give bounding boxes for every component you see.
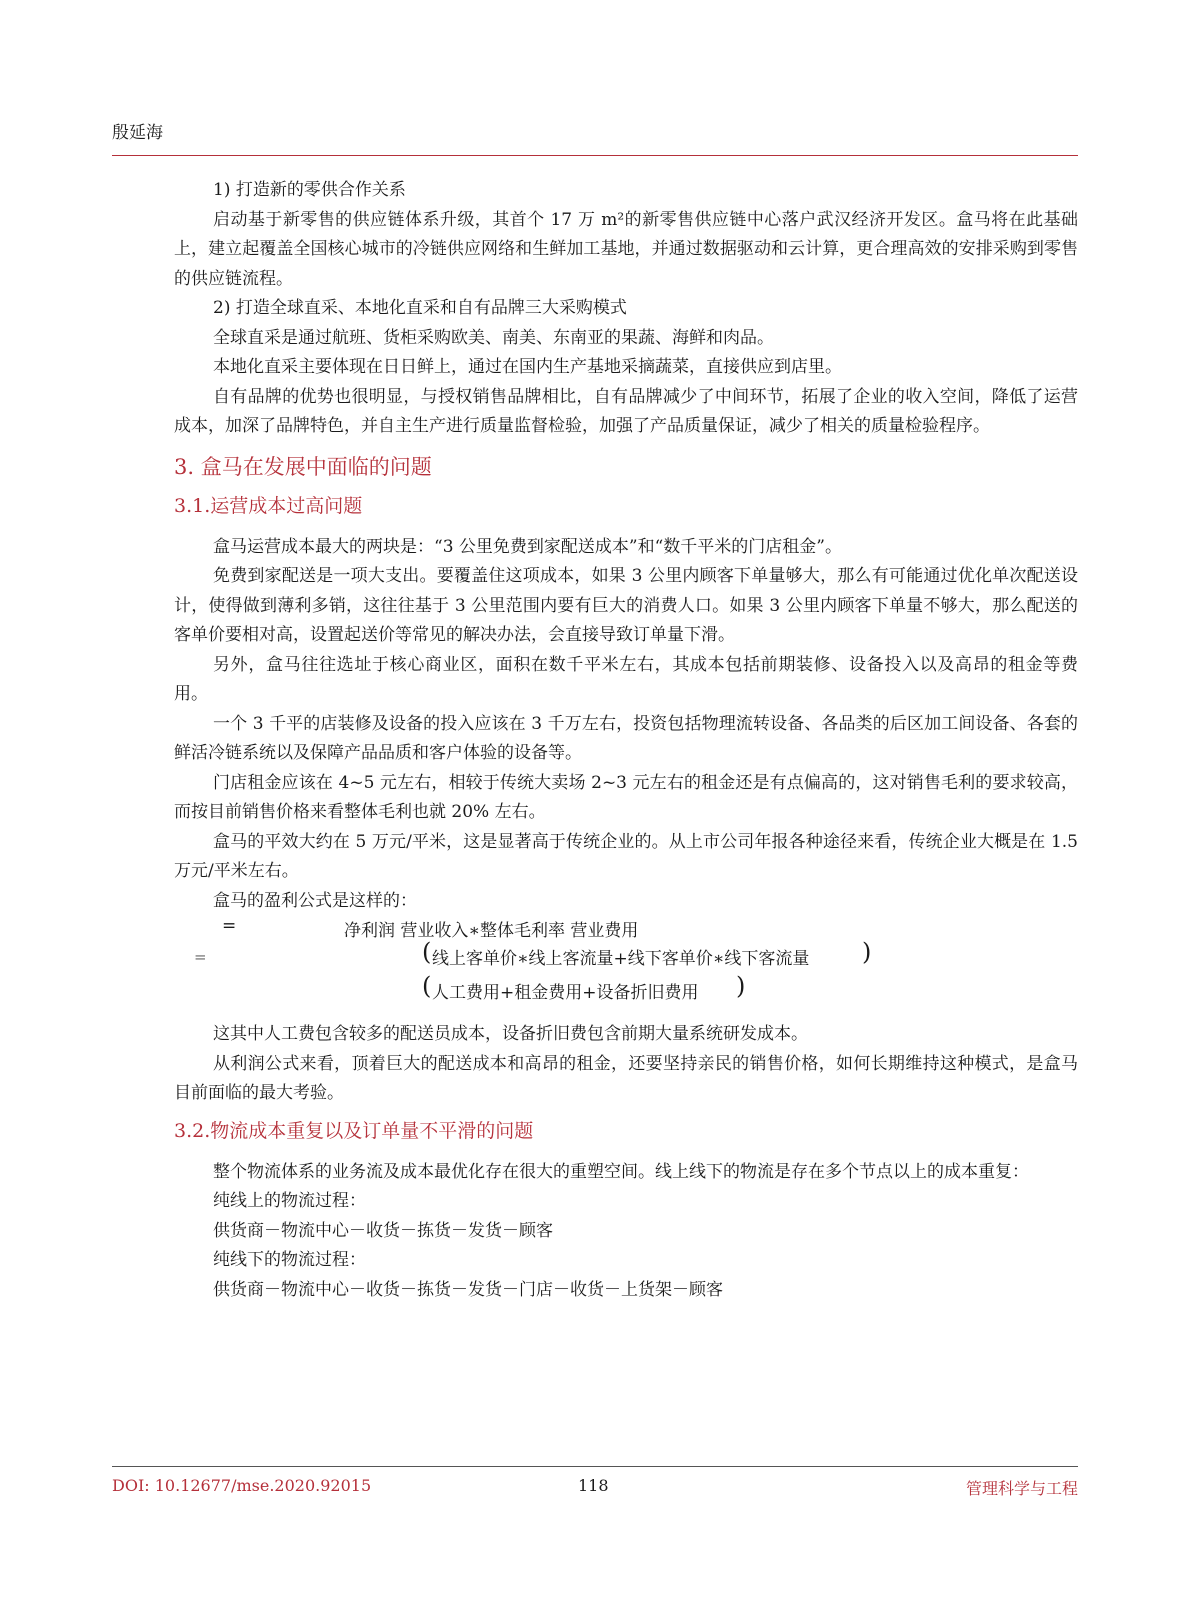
article-body	[174, 176, 1078, 1305]
profit-formula	[174, 916, 1078, 1020]
formula-paren: )	[862, 938, 872, 966]
paragraph: 盒马的平效大约在 5 万元/平米，这是显著高于传统企业的。从上市公司年报各种途径来看，传统企业大概是在 1.5万元/平米左右。	[174, 831, 1078, 881]
paragraph: 供货商－物流中心－收货－拣货－发货－门店－收货－上货架－顾客	[213, 1279, 723, 1300]
paragraph: 免费到家配送是一项大支出。要覆盖住这项成本，如果 3 公里内顾客下单量够大，那么有可能通过优化单次配送设计，使得做到薄利多销，这往往基于 3 公里范围内要有巨大的消费人口。如果 3 公里内顾客下单量不够大，那么配送的客单价要相对高，设置起送价等常见的解决办法，会直接导致订单量下滑。	[174, 566, 1078, 645]
paragraph: 从利润公式来看，顶着巨大的配送成本和高昂的租金，还要坚持亲民的销售价格，如何长期维持这种模式，是盒马目前面临的最大考验。	[174, 1053, 1078, 1103]
formula-paren: (	[422, 938, 432, 966]
formula-equals: =	[222, 916, 237, 936]
running-header-author: 殷延海	[112, 123, 163, 143]
header-divider	[112, 155, 1078, 156]
paragraph: 2) 打造全球直采、本地化直采和自有品牌三大采购模式	[213, 298, 627, 318]
paragraph: 盒马运营成本最大的两块是：“3 公里免费到家配送成本”和“数千平米的门店租金”。	[213, 536, 842, 557]
formula-line: 人工费用+租金费用+设备折旧费用	[432, 983, 699, 1003]
subsection-heading: 3.1.运营成本过高问题	[174, 494, 363, 517]
paragraph: 整个物流体系的业务流及成本最优化存在很大的重塑空间。线上线下的物流是存在多个节点以上的成本重复：	[213, 1161, 1029, 1182]
paragraph: 盒马的盈利公式是这样的：	[213, 890, 417, 911]
paragraph: 一个 3 千平的店装修及设备的投入应该在 3 千万左右，投资包括物理流转设备、各品类的后区加工间设备、各套的鲜活冷链系统以及保障产品品质和客户体验的设备等。	[174, 713, 1078, 763]
formula-paren: )	[736, 972, 746, 1000]
formula-paren: (	[422, 972, 432, 1000]
subsection-heading: 3.2.物流成本重复以及订单量不平滑的问题	[174, 1119, 534, 1142]
paragraph: 全球直采是通过航班、货柜采购欧美、南美、东南亚的果蔬、海鲜和肉品。	[213, 327, 774, 348]
paragraph: 自有品牌的优势也很明显，与授权销售品牌相比，自有品牌减少了中间环节，拓展了企业的收入空间，降低了运营成本，加深了品牌特色，并自主生产进行质量监督检验，加强了产品质量保证，减少了相关的质量检验程序。	[174, 386, 1078, 436]
paragraph: 本地化直采主要体现在日日鲜上，通过在国内生产基地采摘蔬菜，直接供应到店里。	[213, 357, 842, 377]
page-number: 118	[578, 1476, 609, 1495]
section-heading: 3. 盒马在发展中面临的问题	[174, 454, 432, 479]
formula-equals: =	[194, 948, 207, 966]
footer-doi: DOI: 10.12677/mse.2020.92015	[112, 1476, 372, 1495]
paragraph: 1) 打造新的零供合作关系	[213, 180, 406, 200]
paragraph: 这其中人工费包含较多的配送员成本，设备折旧费包含前期大量系统研发成本。	[213, 1024, 808, 1044]
footer-journal-name: 管理科学与工程	[965, 1479, 1078, 1498]
paragraph: 门店租金应该在 4~5 元左右，相较于传统大卖场 2~3 元左右的租金还是有点偏高的，这对销售毛利的要求较高，而按目前销售价格来看整体毛利也就 20% 左右。	[174, 772, 1078, 822]
paragraph: 另外，盒马往往选址于核心商业区，面积在数千平米左右，其成本包括前期装修、设备投入以及高昂的租金等费用。	[174, 654, 1078, 704]
paragraph: 启动基于新零售的供应链体系升级，其首个 17 万 m²的新零售供应链中心落户武汉经济开发区。盒马将在此基础上，建立起覆盖全国核心城市的冷链供应网络和生鲜加工基地，并通过数据驱动和云计算，更合理高效的安排采购到零售的供应链流程。	[174, 209, 1078, 289]
paragraph: 供货商－物流中心－收货－拣货－发货－顾客	[213, 1220, 553, 1241]
paragraph: 纯线上的物流过程：	[213, 1191, 366, 1211]
footer-divider	[112, 1466, 1078, 1467]
paragraph: 纯线下的物流过程：	[213, 1250, 366, 1270]
formula-line: 线上客单价∗线上客流量+线下客单价∗线下客流量	[432, 949, 810, 969]
formula-line: 净利润 营业收入∗整体毛利率 营业费用	[344, 921, 639, 941]
